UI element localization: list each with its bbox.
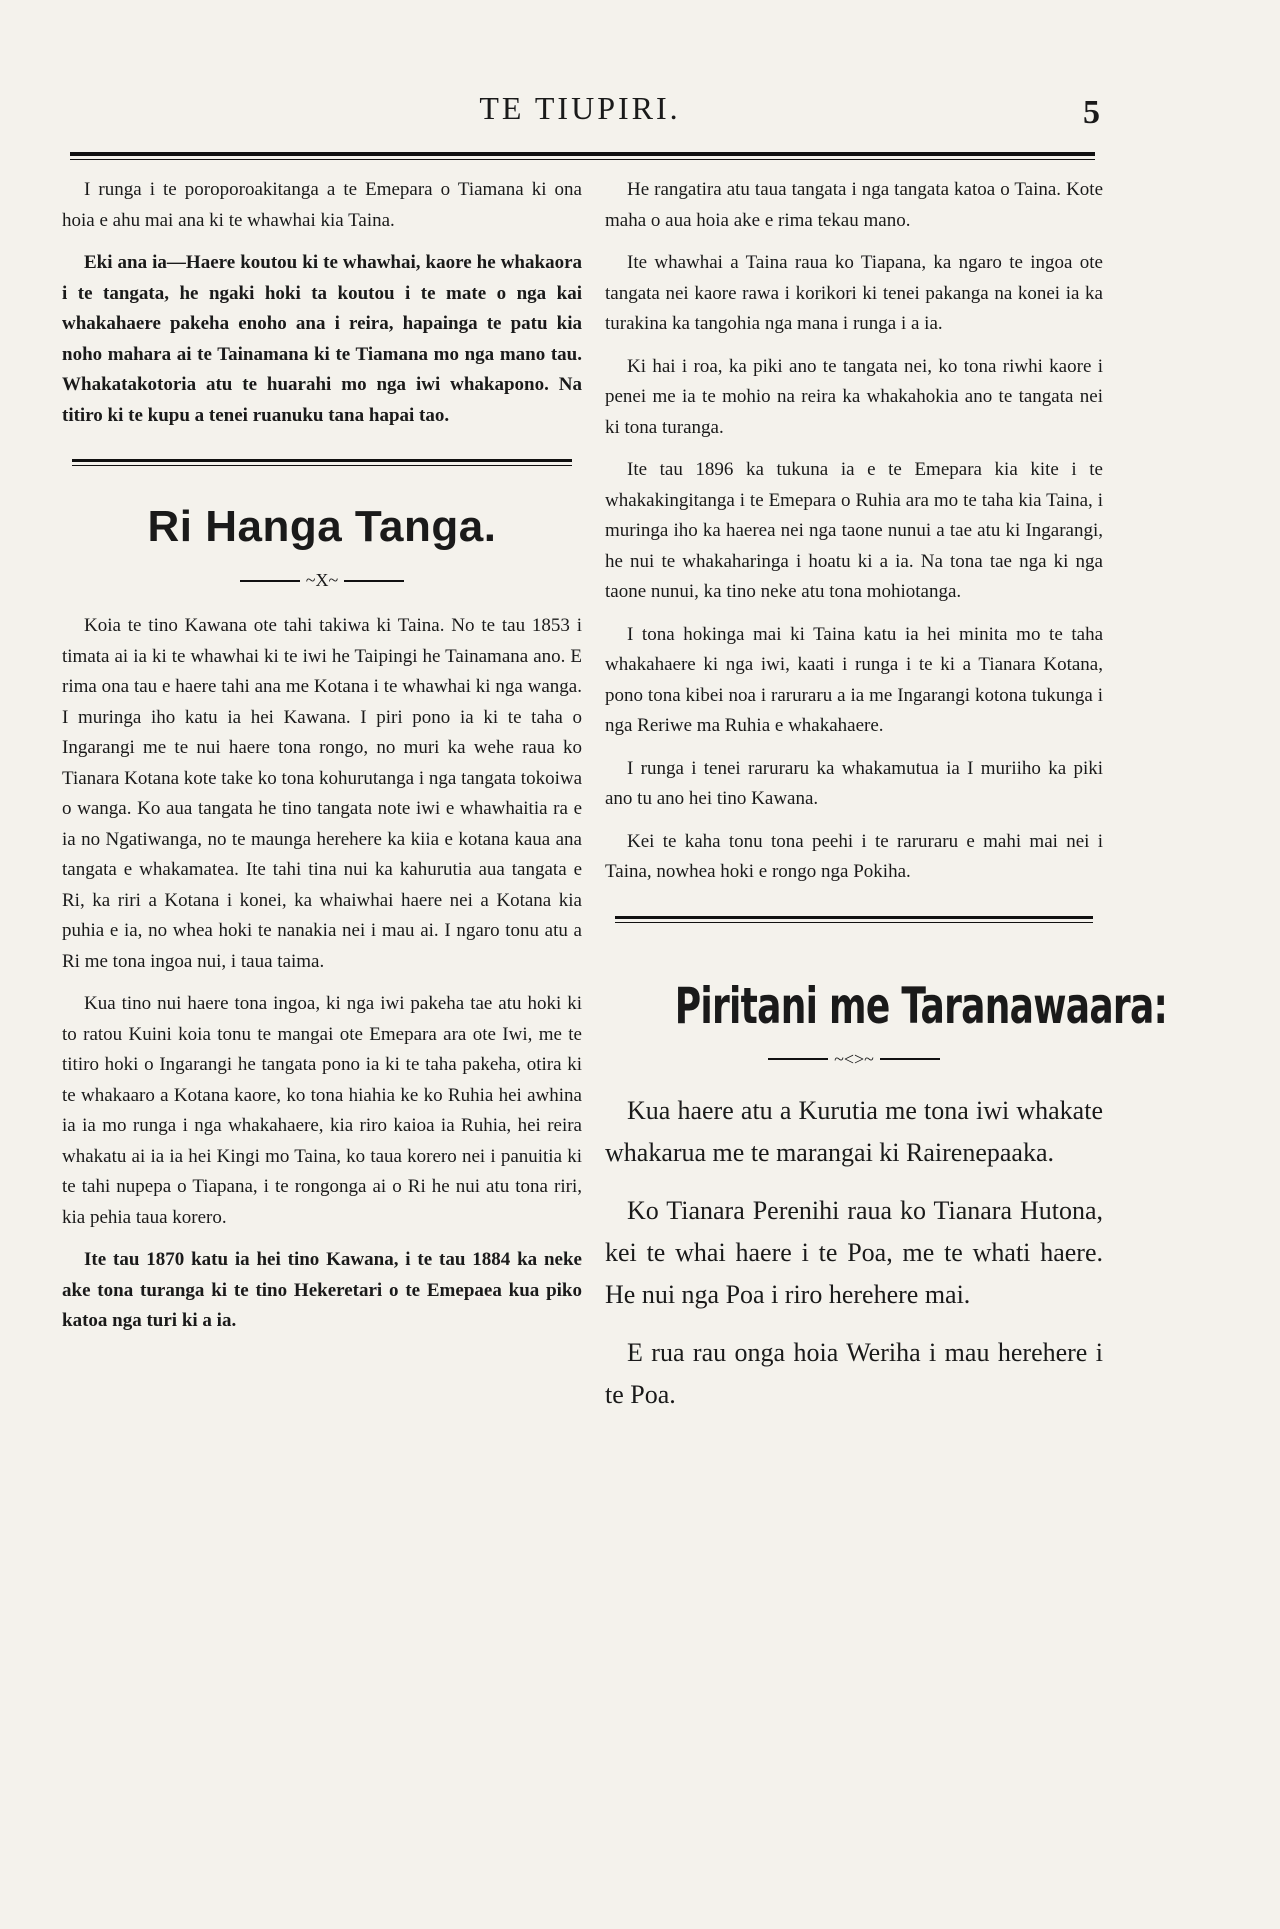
article-paragraph: Koia te tino Kawana ote tahi takiwa ki Taina. No te tau 1853 i timata ai ia ki te whawhai ki te iwi he Taipingi he Tainamana ano. E rima ona tau e haere tahi ana me Kotana i te whawhai ki nga wanga. I muringa iho katu ia hei Kawana. I piri pono ia ki te taha o Ingarangi me te nui haere tona rongo, no muri ka wehe raua ko Tianara Kotana kote take ko tona kohurutanga i nga tangata tokoiwa o wanga. Ko aua tangata he tino tangata note iwi e whawhaitia ra e ia no Ngatiwanga, no te maunga herehere ka kiia e kotana kaua ana tangata e whakamatea. Ite tahi tina nui ka kahurutia aua tangata e Ri, ka riri a Kotana i konei, ka whaiwhai haere nei a Kotana kia puhia e ia, no whea hoki te nanakia nei i mau ai. I ngaro tonu atu a Ri me tona ingoa nui, i taua taima.	[62, 615, 582, 972]
article-paragraph: Ite tau 1870 katu ia hei tino Kawana, i te tau 1884 ka neke ake tona turanga ki te tino Hekeretari o te Emepaea kua piko katoa nga turi ki a ia.	[62, 1249, 582, 1331]
article-paragraph: Kei te kaha tonu tona peehi i te raruraru e mahi mai nei i Taina, nowhea hoki e rongo nga Pokiha.	[605, 830, 1103, 882]
left-column	[62, 175, 582, 1349]
ornament-divider	[605, 1049, 1103, 1070]
article-title-piritani: Piritani me Taranawaara:	[674, 976, 1168, 1035]
page-number: 5	[1083, 94, 1100, 131]
article-body-large	[605, 1090, 1103, 1416]
intro-paragraph: Eki ana ia—Haere koutou ki te whawhai, kaore he whakaora i te tangata, he ngaki hoki ta koutou i te mate o nga kai whakahaere pakeha enoho ana i reira, hapainga te patu kia noho mahara ai te Tainamana ki te Tiamana mo nga mano tau. Whakatakotoria atu te huarahi mo nga iwi whakapono. Na titiro ki te kupu a tenei ruanuku tana hapai tao.	[62, 252, 582, 426]
article-title-ri-hanga-tanga: Ri Hanga Tanga.	[147, 502, 497, 551]
article-paragraph: He rangatira atu taua tangata i nga tangata katoa o Taina. Kote maha o aua hoia ake e rima tekau mano.	[605, 179, 1103, 231]
newspaper-title: TE TIUPIRI.	[479, 90, 681, 126]
intro-paragraph: I runga i te poroporoakitanga a te Emepara o Tiamana ki ona hoia e ahu mai ana ki te whawhai kia Taina.	[62, 179, 582, 231]
ornament-line	[344, 580, 404, 582]
article-paragraph: I tona hokinga mai ki Taina katu ia hei minita mo te taha whakahaere ki nga iwi, kaati i runga i te ki a Tianara Kotana, pono tona kibei noa i raruraru a ia me Ingarangi kotona tukunga i nga Reriwe ma Ruhia e whakahaere.	[605, 623, 1103, 736]
ornament-divider	[62, 570, 582, 591]
ornament-line	[240, 580, 300, 582]
article-paragraph: Ko Tianara Perenihi raua ko Tianara Hutona, kei te whai haere i te Poa, me te whati haere. He nui nga Poa i riro herehere mai.	[605, 1195, 1103, 1309]
article-paragraph: Ite tau 1896 ka tukuna ia e te Emepara kia kite i te whakakingitanga i te Emepara o Ruhia ara mo te taha kia Taina, i muringa iho ka haerea nei nga taone nunui a tae atu ki Ingarangi, he nui te whakaharinga i hoatu ki a ia. Na tona tae nga ki nga taone nunui, ka tino neke atu tona mohiotanga.	[605, 459, 1103, 602]
ornament-line	[880, 1058, 940, 1060]
ornament-glyph: ~X~	[305, 570, 339, 590]
right-column	[605, 175, 1168, 1432]
article-paragraph: Kua haere atu a Kurutia me tona iwi whakate whakarua me te marangai ki Rairenepaaka.	[605, 1095, 1103, 1167]
article-paragraph: I runga i tenei raruraru ka whakamutua ia I muriiho ka piki ano tu ano hei tino Kawana.	[605, 757, 1103, 809]
article-paragraph: Kua tino nui haere tona ingoa, ki nga iwi pakeha tae atu hoki ki to ratou Kuini koia tonu te mangai ote Emepara ara ote Iwi, me te titiro hoki o Ingarangi he tangata pono ia ki te taha pakeha, otira ki te whakaaro a Kotana kaore, ko tona hiahia ke ko Ruhia hei awhina ia ia mo runga i nga whakahaere, kia riro kaioa ia Ruhia, hei reira whakatu ai ia ia hei Kingi mo Taina, ko taua korero nei i panuitia ki te tahi nupepa o Tiapana, i te rongonga ai o Ri he nui atu tona riri, kia pehia taua korero.	[62, 993, 582, 1228]
section-divider	[72, 459, 572, 466]
article-paragraph: E rua rau onga hoia Weriha i mau herehere i te Poa.	[605, 1337, 1103, 1409]
article-paragraph: Ki hai i roa, ka piki ano te tangata nei, ko tona riwhi kaore i penei me ia te mohio na reira ka whakahokia ano te tangata nei ki tona turanga.	[605, 355, 1103, 438]
ornament-glyph: ~<>~	[834, 1048, 874, 1069]
section-divider	[615, 916, 1093, 923]
ornament-line	[768, 1058, 828, 1060]
header-rule	[70, 152, 1095, 160]
article-paragraph: Ite whawhai a Taina raua ko Tiapana, ka ngaro te ingoa ote tangata nei kaore rawa i korikori ki tenei pakanga na konei ia ka turakina ka tangohia nga mana i runga i a ia.	[605, 252, 1103, 334]
masthead	[60, 90, 1100, 150]
